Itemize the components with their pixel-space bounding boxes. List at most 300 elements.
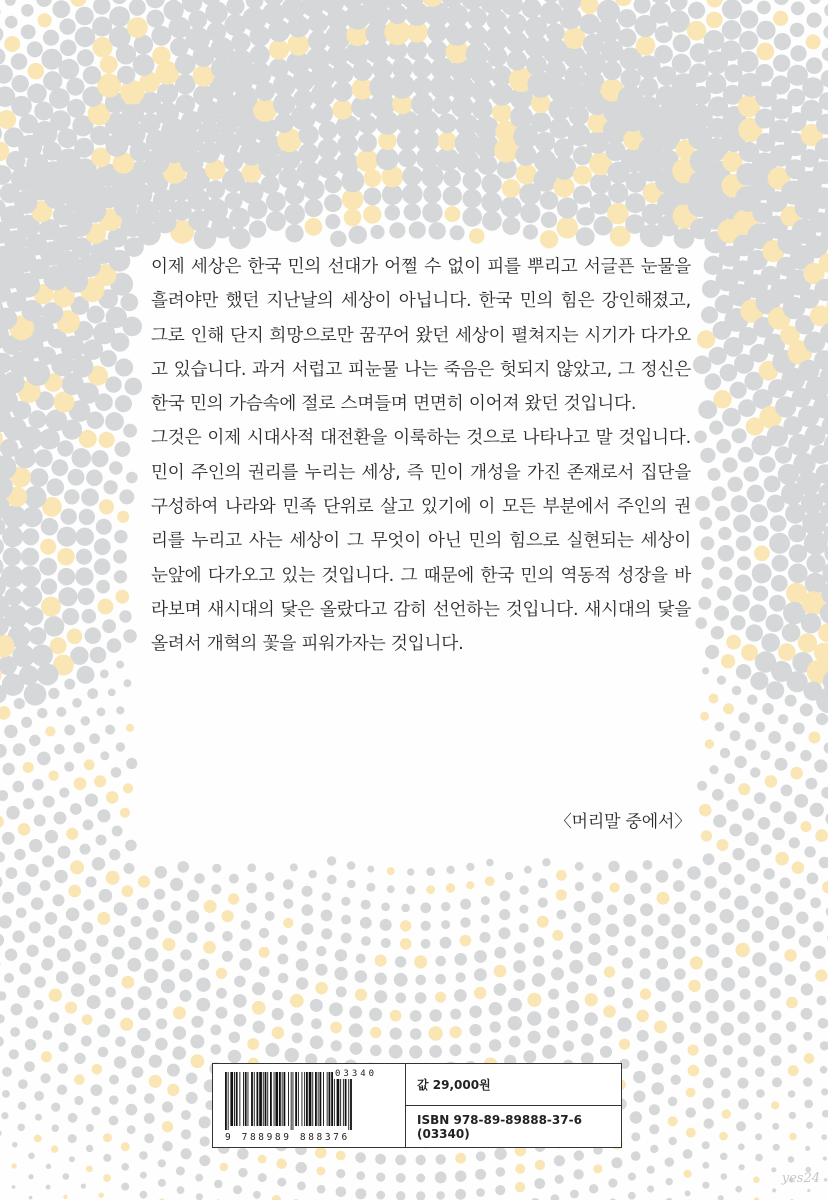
halftone-dot (330, 231, 346, 247)
halftone-dot (631, 1132, 640, 1141)
halftone-dot (21, 586, 42, 607)
halftone-dot (778, 714, 788, 724)
halftone-dot (321, 928, 332, 939)
halftone-dot (506, 13, 527, 34)
halftone-dot (724, 773, 735, 784)
halftone-dot (474, 968, 487, 981)
barcode-bar (291, 1072, 292, 1130)
halftone-dot (107, 638, 122, 653)
barcode-bar (243, 1072, 244, 1126)
halftone-dot (591, 891, 603, 903)
halftone-dot (709, 694, 719, 704)
halftone-dot (41, 597, 61, 617)
halftone-dot (735, 1186, 742, 1193)
halftone-dot (580, 0, 598, 14)
halftone-dot (752, 906, 764, 918)
halftone-dot (813, 921, 824, 932)
halftone-dot (769, 595, 786, 612)
halftone-dot (649, 1124, 659, 1134)
halftone-dot (86, 1145, 93, 1152)
halftone-dot (556, 910, 566, 920)
halftone-dot (37, 752, 51, 766)
halftone-dot (754, 546, 770, 562)
halftone-dot (730, 730, 741, 741)
halftone-dot (91, 1106, 100, 1115)
halftone-dot (742, 808, 754, 820)
halftone-dot (481, 896, 490, 905)
halftone-dot (318, 138, 339, 159)
halftone-dot (467, 25, 488, 46)
halftone-dot (82, 609, 97, 624)
halftone-dot (454, 953, 467, 966)
halftone-dot (699, 517, 712, 530)
halftone-dot (789, 1112, 796, 1119)
halftone-dot (540, 2, 563, 25)
halftone-dot (788, 1065, 799, 1076)
halftone-dot (485, 876, 495, 886)
halftone-dot (140, 1172, 147, 1179)
halftone-dot (513, 960, 526, 973)
halftone-dot (665, 1157, 674, 1166)
halftone-dot (17, 1124, 25, 1132)
halftone-dot (327, 856, 336, 865)
halftone-dot (739, 1164, 745, 1170)
halftone-dot (265, 911, 275, 921)
halftone-dot (29, 735, 40, 746)
halftone-dot (466, 863, 474, 871)
halftone-dot (73, 742, 84, 753)
halftone-dot (120, 808, 130, 818)
halftone-dot (341, 933, 352, 944)
halftone-dot (395, 1155, 406, 1166)
halftone-dot (723, 703, 734, 714)
halftone-dot (68, 1113, 78, 1123)
halftone-dot (738, 966, 750, 978)
book-info (406, 1064, 621, 1147)
halftone-dot (697, 330, 715, 348)
halftone-dot (701, 578, 713, 590)
halftone-dot (396, 1173, 406, 1183)
halftone-dot (2, 892, 14, 904)
halftone-dot (308, 31, 328, 51)
halftone-dot (542, 0, 560, 3)
halftone-dot (744, 466, 759, 481)
halftone-dot (671, 924, 685, 938)
halftone-dot (652, 1063, 664, 1075)
halftone-dot (771, 75, 790, 94)
barcode-bar (350, 1072, 352, 1130)
halftone-dot (6, 806, 20, 820)
halftone-dot (341, 897, 350, 906)
halftone-dot (153, 910, 165, 922)
halftone-dot (689, 1001, 701, 1013)
halftone-dot (74, 1096, 83, 1105)
halftone-dot (2, 1067, 12, 1077)
halftone-dot (689, 914, 700, 925)
halftone-dot (807, 873, 819, 885)
halftone-dot (670, 0, 688, 10)
halftone-dot (35, 449, 53, 467)
halftone-dot (789, 544, 807, 562)
halftone-dot (358, 133, 377, 152)
halftone-dot (789, 837, 800, 848)
halftone-dot (336, 1187, 347, 1198)
halftone-dot (3, 547, 22, 566)
halftone-dot (27, 84, 47, 104)
halftone-dot (26, 945, 38, 957)
halftone-dot (538, 898, 548, 908)
halftone-dot (283, 918, 293, 928)
halftone-dot (226, 0, 244, 15)
halftone-dot (761, 844, 772, 855)
halftone-dot (686, 1128, 696, 1138)
barcode-bar (254, 1072, 255, 1126)
barcode-bar (270, 1072, 272, 1126)
halftone-dot (446, 4, 469, 27)
halftone-dot (69, 1156, 75, 1162)
halftone-dot (5, 16, 18, 29)
halftone-dot (29, 1196, 33, 1200)
halftone-dot (152, 46, 171, 65)
halftone-dot (429, 1045, 442, 1058)
halftone-dot (72, 448, 92, 468)
halftone-dot (247, 863, 256, 872)
halftone-dot (70, 860, 84, 874)
halftone-dot (747, 485, 765, 503)
halftone-dot (176, 94, 196, 114)
halftone-dot (476, 1151, 486, 1161)
halftone-dot (421, 921, 431, 931)
barcode-bar (257, 1072, 259, 1126)
halftone-dot (167, 1064, 180, 1077)
halftone-dot (0, 439, 19, 458)
halftone-dot (772, 1077, 782, 1087)
halftone-dot (428, 1026, 442, 1040)
halftone-dot (44, 616, 64, 636)
halftone-dot (475, 1169, 486, 1180)
halftone-dot (800, 821, 811, 832)
halftone-dot (524, 866, 532, 874)
halftone-dot (12, 1142, 18, 1148)
halftone-dot (45, 912, 58, 925)
halftone-dot (427, 40, 447, 60)
halftone-dot (806, 554, 825, 573)
halftone-dot (81, 1184, 86, 1189)
halftone-dot (481, 192, 502, 213)
halftone-dot (127, 958, 141, 972)
halftone-dot (540, 230, 558, 248)
halftone-dot (49, 88, 70, 109)
halftone-dot (670, 1055, 680, 1065)
halftone-dot (541, 212, 557, 228)
halftone-dot (324, 194, 342, 212)
halftone-dot (584, 1012, 598, 1026)
halftone-dot (690, 936, 701, 947)
halftone-dot (121, 1142, 130, 1151)
halftone-dot (105, 412, 124, 431)
halftone-dot (754, 1112, 762, 1120)
halftone-dot (740, 0, 754, 4)
halftone-dot (123, 424, 137, 438)
halftone-dot (0, 933, 4, 947)
halftone-dot (186, 910, 199, 923)
halftone-dot (283, 879, 294, 890)
halftone-dot (769, 941, 780, 952)
halftone-dot (701, 306, 718, 323)
halftone-dot (241, 920, 251, 930)
halftone-dot (801, 613, 821, 633)
halftone-dot (476, 1188, 485, 1197)
halftone-dot (356, 954, 366, 964)
halftone-dot (640, 988, 651, 999)
halftone-dot (821, 1088, 828, 1095)
halftone-dot (90, 953, 101, 964)
halftone-dot (654, 45, 673, 64)
halftone-dot (38, 13, 52, 27)
halftone-dot (87, 688, 98, 699)
halftone-dot (133, 54, 155, 76)
barcode-bar (228, 1072, 229, 1130)
halftone-dot (410, 1028, 422, 1040)
halftone-dot (800, 703, 813, 716)
halftone-dot (259, 928, 269, 938)
halftone-dot (619, 1039, 630, 1050)
halftone-dot (489, 1039, 501, 1051)
halftone-dot (618, 9, 637, 28)
halftone-dot (259, 966, 270, 977)
barcode-bar (225, 1072, 227, 1130)
halftone-dot (502, 179, 521, 198)
halftone-dot (37, 708, 47, 718)
halftone-dot (297, 941, 308, 952)
halftone-dot (269, 40, 289, 60)
halftone-dot (401, 904, 410, 913)
halftone-dot (722, 932, 735, 945)
barcode-bar (230, 1072, 233, 1126)
halftone-dot (64, 1023, 76, 1035)
preface-excerpt (151, 250, 691, 662)
halftone-dot (516, 163, 537, 184)
halftone-dot (647, 1185, 654, 1192)
halftone-dot (721, 1173, 728, 1180)
halftone-dot (98, 1047, 109, 1058)
halftone-dot (5, 0, 16, 6)
excerpt-attribution: 〈머리말 중에서〉 (554, 812, 691, 832)
halftone-dot (115, 395, 132, 412)
halftone-dot (247, 1038, 259, 1050)
halftone-dot (43, 935, 55, 947)
halftone-dot (739, 31, 758, 50)
halftone-dot (780, 902, 793, 915)
halftone-dot (600, 1026, 612, 1038)
halftone-dot (42, 855, 54, 867)
halftone-dot (755, 1133, 762, 1140)
halftone-dot (717, 676, 726, 685)
halftone-dot (755, 976, 767, 988)
barcode-bar (348, 1072, 349, 1130)
halftone-dot (801, 1008, 813, 1020)
halftone-dot (409, 1045, 422, 1058)
halftone-dot (290, 994, 304, 1008)
halftone-dot (116, 661, 124, 669)
halftone-dot (807, 1189, 810, 1192)
halftone-dot (736, 664, 751, 679)
halftone-dot (331, 1040, 342, 1051)
halftone-dot (100, 751, 109, 760)
halftone-dot (0, 6, 1, 19)
halftone-dot (250, 45, 270, 65)
barcode-digits: 9 788989 888376 (225, 1132, 350, 1143)
halftone-dot (229, 874, 239, 884)
halftone-dot (608, 183, 628, 203)
barcode-bar (331, 1072, 333, 1126)
halftone-dot (480, 932, 491, 943)
halftone-dot (668, 1097, 678, 1107)
halftone-dot (297, 160, 320, 183)
halftone-dot (450, 1044, 462, 1056)
halftone-dot (410, 1010, 422, 1022)
halftone-dot (330, 1022, 342, 1034)
halftone-dot (771, 575, 788, 592)
halftone-dot (191, 1016, 203, 1028)
barcode-bar (263, 1072, 264, 1126)
halftone-dot (551, 1194, 560, 1200)
halftone-dot (499, 927, 511, 939)
halftone-dot (167, 1084, 179, 1096)
barcode-bar (251, 1072, 253, 1126)
halftone-dot (41, 578, 57, 594)
halftone-dot (730, 382, 747, 399)
halftone-dot (604, 966, 615, 977)
halftone-dot (723, 1045, 733, 1055)
halftone-dot (761, 633, 780, 652)
halftone-dot (738, 447, 754, 463)
halftone-dot (593, 1164, 602, 1173)
halftone-dot (70, 0, 86, 7)
halftone-dot (765, 891, 778, 904)
halftone-dot (806, 1122, 813, 1129)
halftone-dot (276, 1158, 287, 1169)
halftone-dot (43, 1030, 53, 1040)
halftone-dot (494, 983, 507, 996)
halftone-dot (216, 1007, 228, 1019)
halftone-dot (806, 34, 821, 49)
halftone-dot (27, 41, 43, 57)
halftone-dot (745, 739, 756, 750)
halftone-dot (65, 1002, 77, 1014)
halftone-dot (43, 796, 55, 808)
halftone-dot (265, 1043, 279, 1057)
halftone-dot (34, 814, 46, 826)
halftone-dot (703, 853, 715, 865)
halftone-dot (48, 688, 59, 699)
halftone-dot (705, 989, 719, 1003)
halftone-dot (462, 189, 481, 208)
halftone-dot (121, 976, 134, 989)
halftone-dot (804, 846, 815, 857)
halftone-dot (753, 586, 769, 602)
halftone-dot (441, 902, 450, 911)
halftone-dot (527, 993, 541, 1007)
halftone-dot (23, 762, 34, 773)
barcode-bar (267, 1072, 268, 1126)
halftone-dot (755, 64, 773, 82)
barcode-bar (274, 1072, 275, 1126)
halftone-dot (75, 567, 93, 585)
halftone-dot (0, 852, 5, 863)
halftone-dot (650, 1145, 658, 1153)
halftone-dot (435, 1172, 447, 1184)
halftone-dot (39, 558, 57, 576)
halftone-dot (800, 750, 811, 761)
halftone-dot (534, 1178, 545, 1189)
halftone-dot (54, 870, 67, 883)
halftone-dot (155, 866, 167, 878)
halftone-dot (806, 57, 823, 74)
halftone-dot (446, 866, 454, 874)
halftone-dot (519, 0, 543, 2)
halftone-dot (416, 1174, 425, 1183)
halftone-dot (66, 828, 78, 840)
halftone-dot (630, 1111, 642, 1123)
halftone-dot (97, 708, 106, 717)
halftone-dot (370, 225, 384, 239)
halftone-dot (70, 803, 82, 815)
halftone-dot (732, 686, 742, 696)
halftone-dot (109, 849, 120, 860)
halftone-dot (773, 55, 790, 72)
halftone-dot (263, 0, 285, 6)
halftone-dot (112, 947, 125, 960)
halftone-dot (252, 1021, 265, 1034)
halftone-dot (712, 486, 727, 501)
halftone-dot (765, 916, 779, 930)
halftone-dot (117, 66, 135, 84)
halftone-dot (701, 557, 714, 570)
halftone-dot (156, 998, 167, 1009)
halftone-dot (11, 53, 28, 70)
halftone-dot (771, 1055, 782, 1066)
halftone-dot (706, 923, 718, 935)
halftone-dot (168, 920, 182, 934)
halftone-dot (369, 1008, 382, 1021)
halftone-dot (711, 626, 724, 639)
halftone-dot (350, 1042, 363, 1055)
halftone-dot (770, 515, 787, 532)
halftone-dot (120, 293, 138, 311)
halftone-dot (628, 1192, 636, 1200)
halftone-dot (341, 915, 351, 925)
halftone-dot (771, 1101, 779, 1109)
halftone-dot (170, 878, 183, 891)
halftone-dot (823, 1156, 827, 1160)
halftone-dot (125, 840, 137, 852)
halftone-dot (719, 1132, 728, 1141)
halftone-dot (116, 742, 125, 751)
halftone-dot (81, 1036, 92, 1047)
halftone-dot (56, 707, 66, 717)
halftone-dot (91, 1084, 103, 1096)
halftone-dot (764, 476, 781, 493)
halftone-dot (62, 1173, 69, 1180)
halftone-dot (50, 110, 71, 131)
halftone-dot (237, 1148, 249, 1160)
halftone-dot (726, 635, 741, 650)
halftone-dot (810, 803, 824, 817)
halftone-dot (103, 1154, 111, 1162)
halftone-dot (99, 432, 115, 448)
halftone-dot (128, 937, 141, 950)
